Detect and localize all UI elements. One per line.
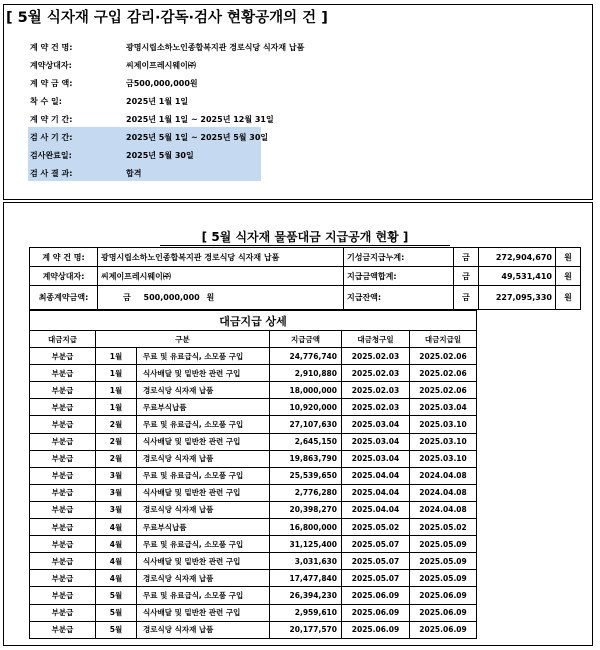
paid-sum-prefix: 금 [454, 267, 479, 286]
claim-date-cell: 2025.04.04 [342, 467, 410, 484]
amount-cell: 2,645,150 [270, 433, 342, 450]
detail-title-row [30, 311, 477, 331]
claim-date-cell: 2025.05.07 [342, 553, 410, 570]
table-row [30, 484, 477, 501]
amount-cell: 20,177,570 [270, 621, 342, 638]
table-row [30, 382, 477, 399]
info-value: 2025년 5월 1일 ~ 2025년 5월 30일 [126, 133, 269, 142]
table-row [30, 604, 477, 621]
balance-label: 지급잔액: [344, 286, 454, 310]
info-row-inspection-complete [30, 147, 194, 164]
month-cell: 1월 [96, 399, 137, 416]
balance-prefix: 금 [454, 286, 479, 310]
contract-name-label: 계 약 건 명: [30, 248, 98, 267]
paid-total-unit: 원 [556, 248, 581, 267]
pay-date-cell: 2025.05.09 [410, 553, 477, 570]
claim-date-cell: 2025.04.04 [342, 484, 410, 501]
pay-date-cell: 2025.05.09 [410, 536, 477, 553]
item-cell: 무료 및 유료급식, 소모품 구입 [137, 536, 270, 553]
payment-type-cell: 부분급 [30, 416, 96, 433]
table-row [30, 365, 477, 382]
amount-cell: 19,863,790 [270, 450, 342, 467]
payment-type-cell: 부분급 [30, 382, 96, 399]
payment-type-cell: 부분급 [30, 467, 96, 484]
item-cell: 경로식당 식자재 납품 [137, 621, 270, 638]
pay-date-cell: 2025.02.06 [410, 365, 477, 382]
claim-date-cell: 2025.06.09 [342, 587, 410, 604]
month-cell: 5월 [96, 587, 137, 604]
payment-title: [ 5월 식자재 물품대금 지급공개 현황 ] [160, 229, 450, 246]
vendor-label: 계약상대자: [30, 267, 98, 286]
info-value: 금500,000,000원 [126, 79, 198, 88]
col-header-claim-date: 대금청구일 [342, 331, 410, 348]
info-value: 2025년 1월 1일 ~ 2025년 12월 31일 [126, 115, 274, 124]
detail-header-row [30, 331, 477, 348]
table-row [30, 519, 477, 536]
col-header-pay-date: 대금지급일 [410, 331, 477, 348]
claim-date-cell: 2025.03.04 [342, 450, 410, 467]
item-cell: 식사배달 및 밑반찬 관련 구입 [137, 484, 270, 501]
col-header-payment-type: 대금지급 [30, 331, 96, 348]
payment-type-cell: 부분급 [30, 484, 96, 501]
info-value: 2025년 5월 30일 [126, 151, 194, 160]
info-label: 계 약 건 명: [30, 43, 73, 52]
info-label: 검 사 기 간: [30, 133, 73, 142]
payment-type-cell: 부분급 [30, 501, 96, 518]
final-amount-unit: 원 [206, 293, 215, 302]
pay-date-cell: 2025.06.09 [410, 587, 477, 604]
paid-sum-value: 49,531,410 [479, 267, 556, 286]
month-cell: 3월 [96, 467, 137, 484]
payment-type-cell: 부분급 [30, 587, 96, 604]
pay-date-cell: 2025.05.09 [410, 570, 477, 587]
amount-cell: 17,477,840 [270, 570, 342, 587]
info-row-contract-amount [30, 75, 198, 92]
claim-date-cell: 2025.05.02 [342, 519, 410, 536]
payment-type-cell: 부분급 [30, 570, 96, 587]
balance-unit: 원 [556, 286, 581, 310]
table-row [30, 621, 477, 638]
table-row [30, 348, 477, 365]
detail-body [30, 348, 477, 639]
table-row [30, 433, 477, 450]
info-row-start-date [30, 93, 188, 110]
table-row [30, 399, 477, 416]
item-cell: 식사배달 및 밑반찬 관련 구입 [137, 365, 270, 382]
detail-title: 대금지급 상세 [30, 311, 477, 331]
info-label: 계약상대자: [30, 61, 72, 70]
pay-date-cell: 2025.03.10 [410, 433, 477, 450]
month-cell: 3월 [96, 484, 137, 501]
pay-date-cell: 2025.02.06 [410, 382, 477, 399]
item-cell: 무료부식납품 [137, 519, 270, 536]
month-cell: 4월 [96, 553, 137, 570]
payment-type-cell: 부분급 [30, 450, 96, 467]
paid-total-value: 272,904,670 [479, 248, 556, 267]
pay-date-cell: 2024.04.08 [410, 501, 477, 518]
table-row [30, 570, 477, 587]
claim-date-cell: 2025.05.07 [342, 536, 410, 553]
info-value: 광명시립소하노인종합복지관 경로식당 식자재 납품 [126, 43, 305, 52]
claim-date-cell: 2025.06.09 [342, 604, 410, 621]
info-label: 계 약 금 액: [30, 79, 73, 88]
month-cell: 2월 [96, 433, 137, 450]
paid-sum-label: 지급금액합계: [344, 267, 454, 286]
payment-type-cell: 부분급 [30, 519, 96, 536]
amount-cell: 31,125,400 [270, 536, 342, 553]
amount-cell: 10,920,000 [270, 399, 342, 416]
info-row-contract-name [30, 39, 304, 56]
info-row-contract-period [30, 111, 274, 128]
month-cell: 4월 [96, 519, 137, 536]
payment-type-cell: 부분급 [30, 365, 96, 382]
table-row [30, 450, 477, 467]
month-cell: 5월 [96, 604, 137, 621]
summary-row [30, 267, 581, 286]
table-row [30, 467, 477, 484]
month-cell: 1월 [96, 382, 137, 399]
claim-date-cell: 2025.04.04 [342, 501, 410, 518]
pay-date-cell: 2025.05.02 [410, 519, 477, 536]
pay-date-cell: 2025.03.10 [410, 450, 477, 467]
month-cell: 4월 [96, 536, 137, 553]
amount-cell: 3,031,630 [270, 553, 342, 570]
info-label: 검 사 결 과: [30, 169, 73, 178]
amount-cell: 16,800,000 [270, 519, 342, 536]
month-cell: 5월 [96, 621, 137, 638]
item-cell: 무료부식납품 [137, 399, 270, 416]
table-row [30, 416, 477, 433]
month-cell: 3월 [96, 501, 137, 518]
pay-date-cell: 2024.04.08 [410, 484, 477, 501]
month-cell: 1월 [96, 365, 137, 382]
final-amount-cell [98, 286, 344, 310]
payment-type-cell: 부분급 [30, 553, 96, 570]
month-cell: 2월 [96, 450, 137, 467]
claim-date-cell: 2025.02.03 [342, 399, 410, 416]
amount-cell: 24,776,740 [270, 348, 342, 365]
pay-date-cell: 2025.06.09 [410, 621, 477, 638]
amount-cell: 2,910,880 [270, 365, 342, 382]
info-value: 합격 [126, 169, 142, 178]
final-amount-prefix: 금 [123, 293, 131, 302]
item-cell: 식사배달 및 밑반찬 관련 구입 [137, 553, 270, 570]
claim-date-cell: 2025.02.03 [342, 365, 410, 382]
final-amount-value: 500,000,000 [143, 293, 200, 302]
amount-cell: 20,398,270 [270, 501, 342, 518]
amount-cell: 2,959,610 [270, 604, 342, 621]
payment-detail-table [29, 310, 477, 639]
summary-row [30, 248, 581, 267]
amount-cell: 27,107,630 [270, 416, 342, 433]
info-row-inspection-result [30, 165, 141, 182]
payment-type-cell: 부분급 [30, 536, 96, 553]
info-value: 씨제이프레시웨이㈜ [126, 61, 196, 70]
paid-sum-unit: 원 [556, 267, 581, 286]
pay-date-cell: 2025.02.06 [410, 348, 477, 365]
final-amount-label: 최종계약금액: [30, 286, 98, 310]
payment-type-cell: 부분급 [30, 604, 96, 621]
paid-total-prefix: 금 [454, 248, 479, 267]
amount-cell: 25,539,650 [270, 467, 342, 484]
table-row [30, 587, 477, 604]
col-header-category: 구분 [96, 331, 270, 348]
item-cell: 경로식당 식자재 납품 [137, 382, 270, 399]
info-row-inspection-period [30, 129, 268, 146]
info-label: 검사완료일: [30, 151, 72, 160]
col-header-amount: 지급금액 [270, 331, 342, 348]
month-cell: 4월 [96, 570, 137, 587]
claim-date-cell: 2025.03.04 [342, 433, 410, 450]
claim-date-cell: 2025.02.03 [342, 382, 410, 399]
balance-value: 227,095,330 [479, 286, 556, 310]
info-value: 2025년 1월 1일 [126, 97, 189, 106]
amount-cell: 2,776,280 [270, 484, 342, 501]
contract-name-value: 광명시립소하노인종합복지관 경로식당 식자재 납품 [98, 248, 344, 267]
notice-title: [ 5월 식자재 구입 감리·감독·검사 현황공개의 건 ] [6, 10, 328, 26]
payment-type-cell: 부분급 [30, 399, 96, 416]
item-cell: 식사배달 및 밑반찬 관련 구입 [137, 433, 270, 450]
item-cell: 무료 및 유료급식, 소모품 구입 [137, 348, 270, 365]
item-cell: 무료 및 유료급식, 소모품 구입 [137, 587, 270, 604]
amount-cell: 26,394,230 [270, 587, 342, 604]
claim-date-cell: 2025.02.03 [342, 348, 410, 365]
claim-date-cell: 2025.03.04 [342, 416, 410, 433]
pay-date-cell: 2025.03.04 [410, 399, 477, 416]
claim-date-cell: 2025.05.07 [342, 570, 410, 587]
pay-date-cell: 2025.06.09 [410, 604, 477, 621]
paid-total-label: 기성금지급누계: [344, 248, 454, 267]
payment-type-cell: 부분급 [30, 433, 96, 450]
amount-cell: 18,000,000 [270, 382, 342, 399]
payment-summary-table [29, 247, 581, 310]
table-row [30, 553, 477, 570]
table-row [30, 536, 477, 553]
month-cell: 1월 [96, 348, 137, 365]
month-cell: 2월 [96, 416, 137, 433]
info-label: 계 약 기 간: [30, 115, 73, 124]
item-cell: 경로식당 식자재 납품 [137, 501, 270, 518]
table-row [30, 501, 477, 518]
item-cell: 경로식당 식자재 납품 [137, 570, 270, 587]
info-label: 착 수 일: [30, 97, 62, 106]
item-cell: 무료 및 유료급식, 소모품 구입 [137, 467, 270, 484]
payment-type-cell: 부분급 [30, 348, 96, 365]
pay-date-cell: 2024.04.08 [410, 467, 477, 484]
item-cell: 무료 및 유료급식, 소모품 구입 [137, 416, 270, 433]
item-cell: 식사배달 및 밑반찬 관련 구입 [137, 604, 270, 621]
claim-date-cell: 2025.06.09 [342, 621, 410, 638]
info-row-vendor [30, 57, 196, 74]
payment-type-cell: 부분급 [30, 621, 96, 638]
item-cell: 경로식당 식자재 납품 [137, 450, 270, 467]
pay-date-cell: 2025.03.10 [410, 416, 477, 433]
vendor-value: 씨제이프레시웨이㈜ [98, 267, 344, 286]
summary-row [30, 286, 581, 310]
